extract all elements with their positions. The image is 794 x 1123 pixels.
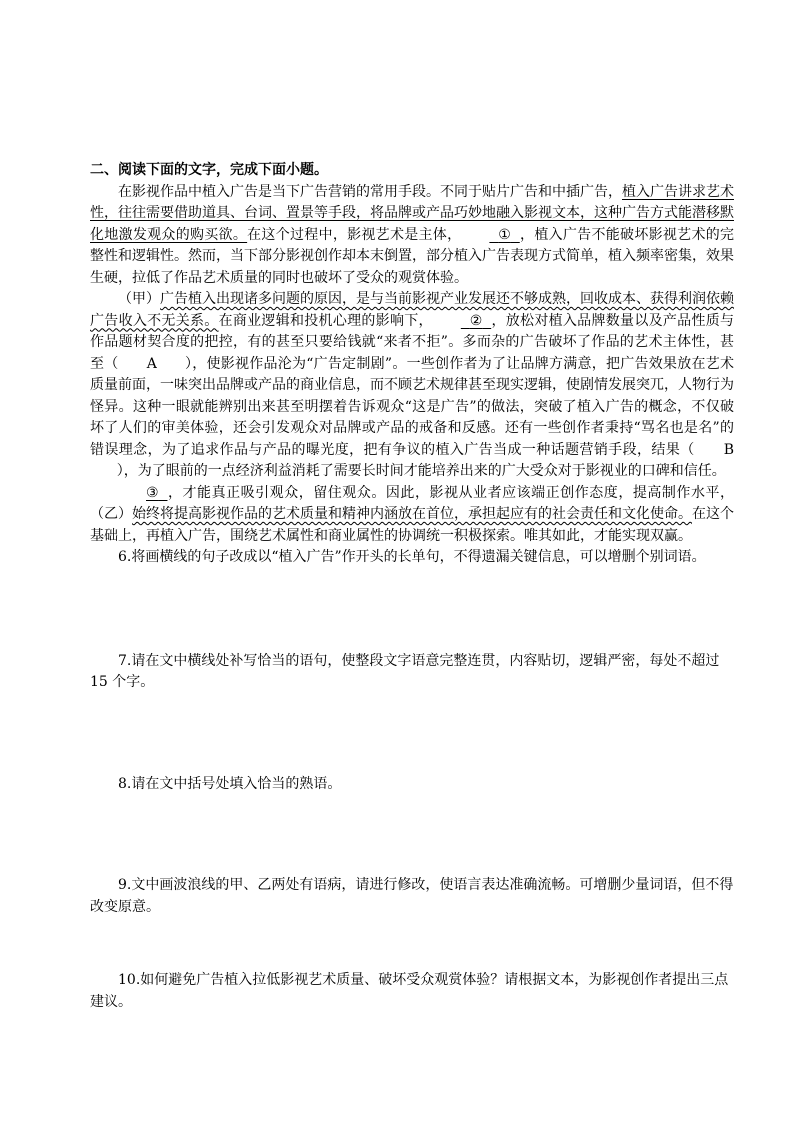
p3-sentence-1: ，才能真正吸引观众，留住观众。因此，影视从业者应该端正创作态度，提高制作水平， bbox=[167, 484, 734, 501]
blank-2 bbox=[433, 311, 491, 333]
p2-sentence-1: 在商业逻辑和投机心理的影响下， bbox=[218, 312, 433, 329]
question-7: 7.请在文中横线处补写恰当的语句，使整段文字语意完整连贯，内容贴切，逻辑严密，每处不超过 15 个字。 bbox=[90, 652, 720, 690]
exam-page bbox=[90, 160, 734, 1013]
p3-sentence-2: 在这个基础上，再植入广告，围绕艺术属性和商业属性的协调统一积极探索。唯其如此，才能实现双赢。 bbox=[90, 506, 734, 544]
question-6: 6.将画横线的句子改成以“植入广告”作开头的长单句，不得遗漏关键信息，可以增删个别词语。 bbox=[118, 549, 706, 565]
wavy-sentence-yi: 始终将提高影视作品的艺术质量和精神内涵放在首位，承担起应有的社会责任和文化使命。 bbox=[132, 506, 692, 522]
question-9: 9.文中画波浪线的甲、乙两处有语病，请进行修改，使语言表达准确流畅。可增删少量词语，但不得改变原意。 bbox=[90, 877, 734, 915]
label-jia: （甲） bbox=[118, 291, 160, 307]
bracket-b-marker: B bbox=[723, 441, 734, 458]
blank-1 bbox=[461, 225, 519, 247]
wavy-sentence-jia: 广告植入出现诸多问题的原因，是与当前影视产业发展还不够成熟，回收成本、获得利润依赖广告收入不无关系。 bbox=[90, 291, 734, 329]
p2-sentence-4: ），为了眼前的一点经济利益消耗了需要长时间才能培养出来的广大受众对于影视业的口碑和信任。 bbox=[116, 463, 726, 479]
label-yi: （乙） bbox=[90, 506, 132, 522]
blank-3 bbox=[118, 483, 167, 505]
p1-sentence-1: 在影视作品中植入广告是当下广告营销的常用手段。不同于贴片广告和中插广告， bbox=[118, 183, 622, 200]
blank-2-marker: ② bbox=[469, 312, 483, 329]
p2-sentence-3: ），使影视作品沦为“广告定制剧”。一些创作者为了让品牌方满意，把广告效果放在艺术质量前面，一味突出品牌或产品的商业信息，而不顾艺术规律甚至现实逻辑，使剧情发展突兀，人物行为怪异。这种一眼就能辨别出来甚至明摆着告诉观众“这是广告”的做法，突破了植入广告的概念，不仅破坏了人们的审美体验，还会引发观众对品牌或产品的戒备和反感。还有一些创作者秉持“骂名也是名”的错误理念，为了追求作品与产品的曝光度，把有争议的植入广告当成一种话题营销手段，结果（ bbox=[90, 355, 735, 458]
bracket-a-marker: A bbox=[146, 355, 157, 372]
section-heading: 二、阅读下面的文字，完成下面小题。 bbox=[90, 162, 328, 178]
passage-paragraph-1 bbox=[90, 182, 734, 290]
p1-sentence-3: 在这个过程中，影视艺术是主体， bbox=[247, 226, 462, 243]
blank-3-marker: ③ bbox=[146, 484, 159, 501]
question-10: 10.如何避免广告植入拉低影视艺术质量、破坏受众观赏体验？请根据文本，为影视创作者提出三点建议。 bbox=[90, 972, 729, 1010]
blank-1-marker: ① bbox=[498, 226, 511, 243]
p2-sentence-2: ，放松对植入品牌数量以及产品性质与作品题材契合度的把控，有的甚至只要给钱就“来者不拒”。多而杂的广告破坏了作品的艺术主体性，甚至（ bbox=[90, 312, 735, 372]
passage-paragraph-3 bbox=[90, 483, 734, 548]
p1-sentence-4: ，植入广告不能破坏影视艺术的完整性和逻辑性。然而，当下部分影视创作却本末倒置，部分植入广告表现方式简单，植入频率密集，效果生硬，拉低了作品艺术质量的同时也破坏了受众的观赏体验。 bbox=[90, 226, 735, 286]
underlined-sentence: 植入广告讲求艺术性，往往需要借助道具、台词、置景等手段，将品牌或产品巧妙地融入影视文本，这种广告方式能潜移默化地激发观众的购买欲。 bbox=[90, 183, 734, 243]
question-8: 8.请在文中括号处填入恰当的熟语。 bbox=[118, 775, 342, 792]
passage-paragraph-2 bbox=[90, 289, 734, 483]
